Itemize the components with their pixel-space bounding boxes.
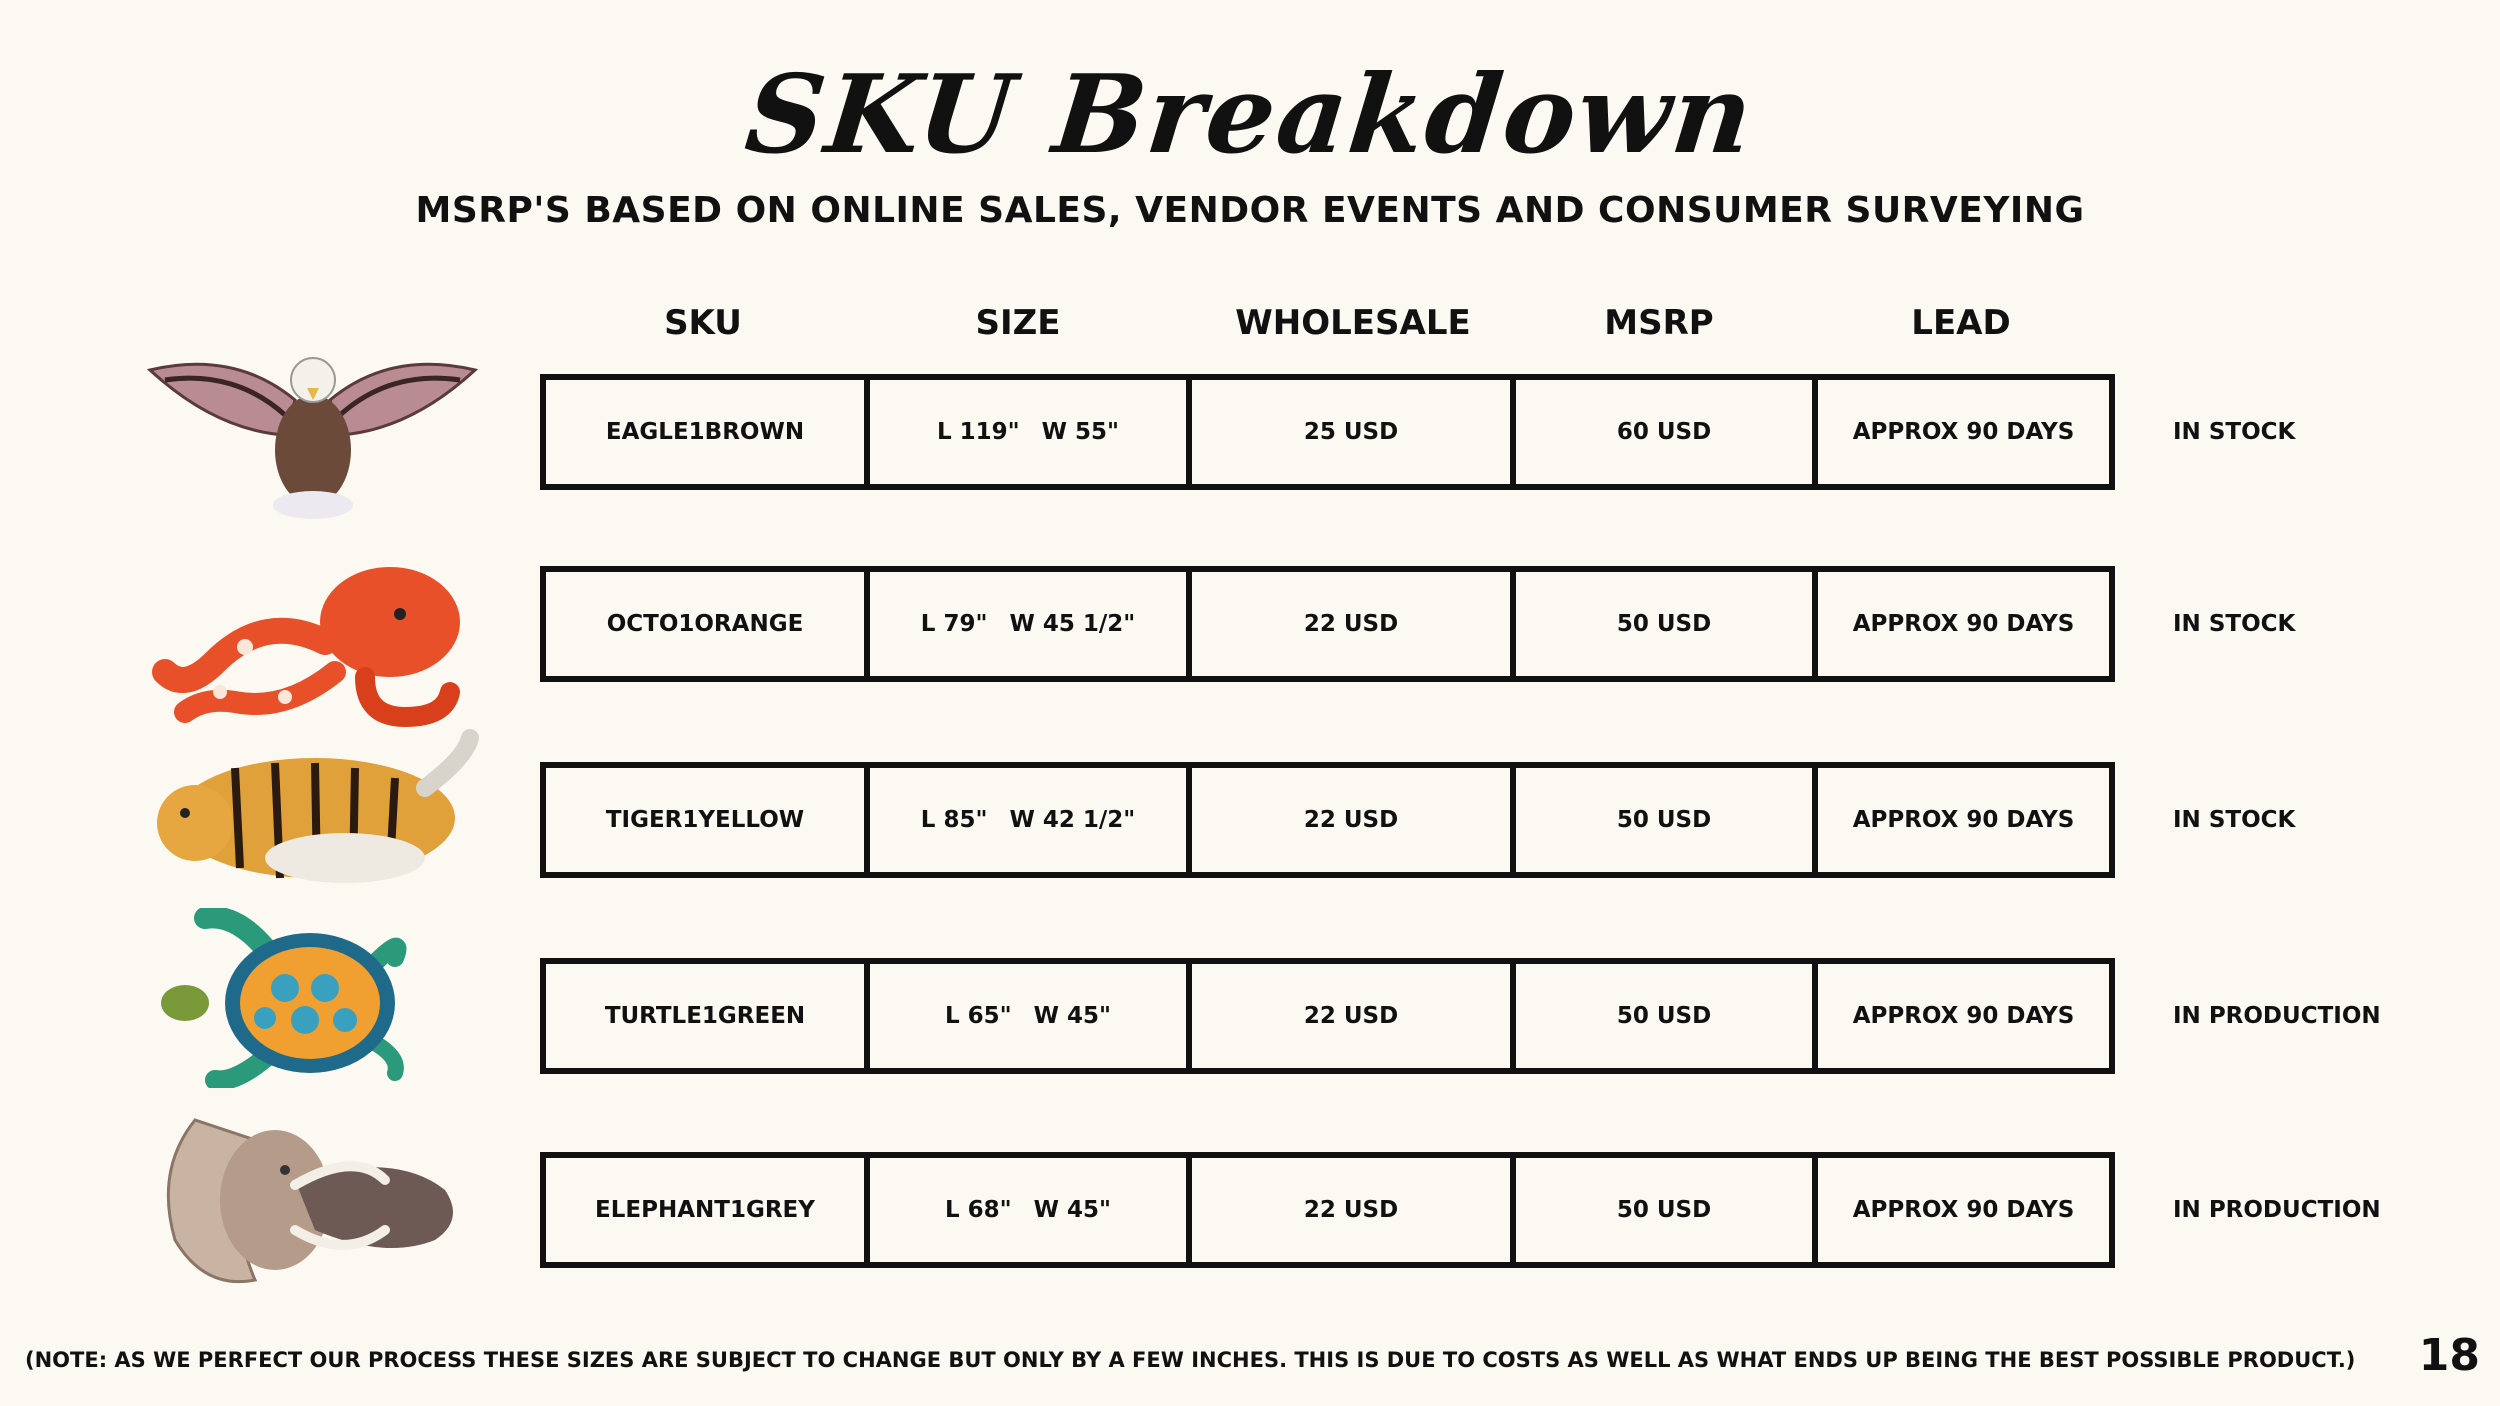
page-subtitle: MSRP'S BASED ON ONLINE SALES, VENDOR EVENTS AND CONSUMER SURVEYING [415, 190, 2085, 231]
column-header-size: SIZE [975, 303, 1061, 343]
wholesale-cell: 22 USD [1186, 964, 1510, 1068]
width-value: W 45" [1033, 1003, 1112, 1029]
octopus-kite-image [145, 552, 480, 732]
msrp-cell: 60 USD [1510, 380, 1812, 484]
table-row [540, 1152, 2115, 1268]
width-value: W 45" [1033, 1197, 1112, 1223]
width-value: W 55" [1041, 419, 1120, 445]
size-cell [864, 768, 1186, 872]
width-value: W 45 1/2" [1009, 611, 1136, 637]
msrp-cell: 50 USD [1510, 964, 1812, 1068]
sku-cell: ELEPHANT1GREY [595, 1197, 815, 1223]
table-row [540, 762, 2115, 878]
wholesale-cell: 25 USD [1186, 380, 1510, 484]
stock-status: IN PRODUCTION [2173, 1197, 2381, 1223]
footnote: (NOTE: AS WE PERFECT OUR PROCESS THESE SIZES ARE SUBJECT TO CHANGE BUT ONLY BY A FEW INCHES. THIS IS DUE TO COSTS AS WELL AS WHAT ENDS UP BEING THE BEST POSSIBLE PRODUCT.) [25, 1348, 2356, 1372]
lead-cell: APPROX 90 DAYS [1812, 964, 2109, 1068]
size-cell [864, 380, 1186, 484]
wholesale-cell: 22 USD [1186, 1158, 1510, 1262]
page-title: SKU Breakdown [740, 52, 1760, 178]
stock-status: IN STOCK [2173, 611, 2296, 637]
column-header-wholesale: WHOLESALE [1235, 303, 1471, 343]
lead-cell: APPROX 90 DAYS [1812, 380, 2109, 484]
sku-cell: TURTLE1GREEN [604, 1003, 806, 1029]
size-cell [864, 964, 1186, 1068]
table-row [540, 566, 2115, 682]
lead-cell: APPROX 90 DAYS [1812, 1158, 2109, 1262]
length-value: L 119" [936, 419, 1020, 445]
tiger-kite-image [145, 728, 480, 908]
column-header-msrp: MSRP [1604, 303, 1714, 343]
column-header-sku: SKU [664, 303, 742, 343]
sku-cell: EAGLE1BROWN [605, 419, 805, 445]
stock-status: IN STOCK [2173, 807, 2296, 833]
lead-cell: APPROX 90 DAYS [1812, 768, 2109, 872]
msrp-cell: 50 USD [1510, 1158, 1812, 1262]
length-value: L 79" [920, 611, 988, 637]
width-value: W 42 1/2" [1009, 807, 1136, 833]
length-value: L 85" [920, 807, 988, 833]
size-cell [864, 1158, 1186, 1262]
length-value: L 65" [944, 1003, 1012, 1029]
wholesale-cell: 22 USD [1186, 768, 1510, 872]
stock-status: IN STOCK [2173, 419, 2296, 445]
msrp-cell: 50 USD [1510, 572, 1812, 676]
wholesale-cell: 22 USD [1186, 572, 1510, 676]
column-header-lead: LEAD [1911, 303, 2011, 343]
page-number: 18 [2418, 1330, 2480, 1381]
stock-status: IN PRODUCTION [2173, 1003, 2381, 1029]
table-row [540, 958, 2115, 1074]
elephant-kite-image [145, 1110, 480, 1290]
size-cell [864, 572, 1186, 676]
lead-cell: APPROX 90 DAYS [1812, 572, 2109, 676]
msrp-cell: 50 USD [1510, 768, 1812, 872]
sku-cell: TIGER1YELLOW [605, 807, 805, 833]
table-row [540, 374, 2115, 490]
length-value: L 68" [944, 1197, 1012, 1223]
turtle-kite-image [145, 908, 480, 1088]
sku-cell: OCTO1ORANGE [606, 611, 804, 637]
eagle-kite-image [145, 340, 480, 520]
